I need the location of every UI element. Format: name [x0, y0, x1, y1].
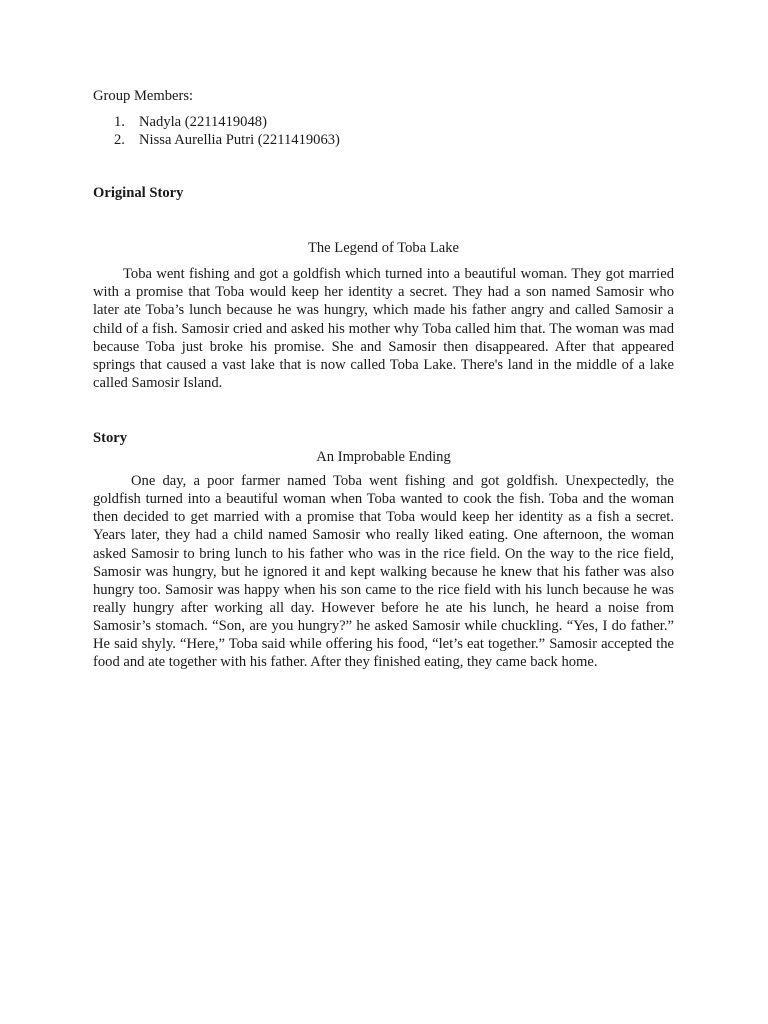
- story-title: An Improbable Ending: [316, 449, 451, 466]
- original-story-heading: Original Story: [93, 185, 184, 202]
- story-heading: Story: [93, 429, 128, 446]
- original-story-title: The Legend of Toba Lake: [307, 240, 460, 257]
- original-story-paragraph: Toba went fishing and got a goldfish which turned into a beautiful woman. They got married with a promise that Toba would keep her identity a secret. They had a son named Samosir who later ate Toba’s lunch because he was hungry, which made his father angry and called Samosir a child of a fish. Samosir cried and asked his mother why Toba called him that. The woman was mad because Toba just broke his promise. She and Samosir then disappeared. After that appeared springs that caused a vast lake that is now called Toba Lake. There's land in the middle of a lake called Samosir Island.: [93, 266, 674, 391]
- list-number: 1.: [114, 114, 125, 131]
- member-name: Nissa Aurellia Putri (2211419063): [139, 132, 340, 149]
- list-item: [114, 113, 674, 131]
- list-item: [114, 131, 674, 149]
- group-members-label: Group Members:: [93, 88, 194, 104]
- group-members-list: [93, 113, 674, 149]
- list-number: 2.: [114, 132, 125, 149]
- member-name: Nadyla (2211419048): [139, 114, 267, 131]
- document-page: [93, 87, 674, 671]
- story-paragraph: One day, a poor farmer named Toba went fishing and got goldfish. Unexpectedly, the goldfish turned into a beautiful woman when Toba wanted to cook the fish. Toba and the woman then decided to get married with a promise that Toba would keep her identity as a fish a secret. Years later, they had a child named Samosir who really liked eating. One afternoon, the woman asked Samosir to bring lunch to his father who was in the rice field. On the way to the rice field, Samosir was hungry, but he ignored it and kept walking because he knew that his father was also hungry too. Samosir was happy when his son came to the rice field with his lunch because he was really hungry after working all day. However before he ate his lunch, he heard a noise from Samosir’s stomach. “Son, are you hungry?” he asked Samosir while chuckling. “Yes, I do father.” He said shyly. “Here,” Toba said while offering his food, “let’s eat together.” Samosir accepted the food and ate together with his father. After they finished eating, they came back home.: [93, 473, 674, 671]
